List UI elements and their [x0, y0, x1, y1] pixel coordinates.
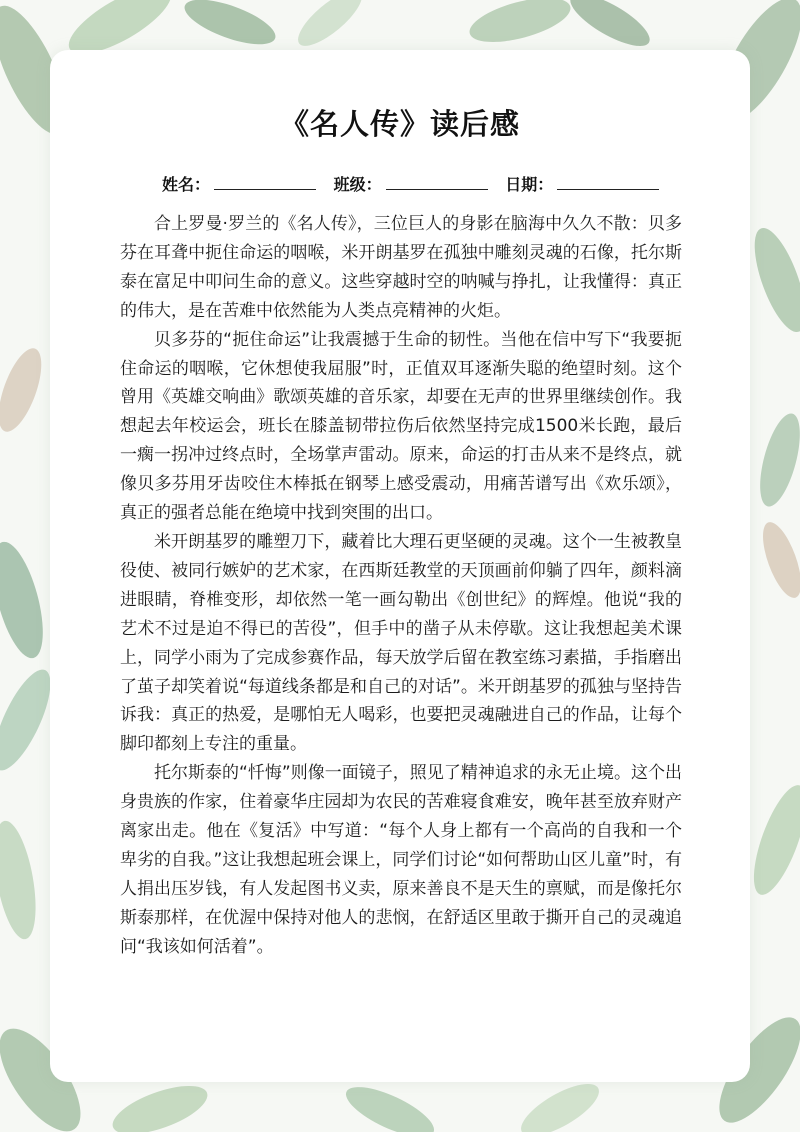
class-label: 班级：: [333, 175, 382, 194]
date-label: 日期：: [505, 175, 554, 194]
class-field: [334, 172, 488, 195]
essay-paragraph-3: 米开朗基罗的雕塑刀下，藏着比大理石更坚硬的灵魂。这个一生被教皇役使、被同行嫉妒的艺术家，在西斯廷教堂的天顶画前仰躺了四年，颜料滴进眼睛，脊椎变形，却依然一笔一画勾勒出《创世纪》的辉煌。他说“我的艺术不过是迫不得已的苦役”，但手中的凿子从未停歇。这让我想起美术课上，同学小雨为了完成参赛作品，每天放学后留在教室练习素描，手指磨出了茧子却笑着说“每道线条都是和自己的对话”。米开朗基罗的孤独与坚持告诉我：真正的热爱，是哪怕无人喝彩，也要把灵魂融进自己的作品，让每个脚印都刻上专注的重量。: [120, 531, 682, 755]
essay-paragraph-2: 贝多芬的“扼住命运”让我震撼于生命的韧性。当他在信中写下“我要扼住命运的咽喉，它休想使我屈服”时，正值双耳逐渐失聪的绝望时刻。这个曾用《英雄交响曲》歌颂英雄的音乐家，却要在无声的世界里继续创作。我想起去年校运会，班长在膝盖韧带拉伤后依然坚持完成1500米长跑，最后一瘸一拐冲过终点时，全场掌声雷动。原来，命运的打击从来不是终点，就像贝多芬用牙齿咬住木棒抵在钢琴上感受震动，用痛苦谱写出《欢乐颂》，真正的强者总能在绝境中找到突围的出口。: [120, 329, 682, 524]
name-label: 姓名：: [162, 175, 211, 194]
date-blank[interactable]: [557, 174, 659, 190]
essay-body: [120, 210, 682, 962]
name-field: [162, 172, 316, 195]
student-info-row: [162, 172, 662, 195]
name-blank[interactable]: [214, 174, 316, 190]
class-blank[interactable]: [386, 174, 488, 190]
date-field: [505, 172, 659, 195]
essay-paragraph-4: 托尔斯泰的“忏悔”则像一面镜子，照见了精神追求的永无止境。这个出身贵族的作家，住着豪华庄园却为农民的苦难寝食难安，晚年甚至放弃财产离家出走。他在《复活》中写道：“每个人身上都有一个高尚的自我和一个卑劣的自我。”这让我想起班会课上，同学们讨论“如何帮助山区儿童”时，有人捐出压岁钱，有人发起图书义卖，原来善良不是天生的禀赋，而是像托尔斯泰那样，在优渥中保持对他人的悲悯，在舒适区里敢于撕开自己的灵魂追问“我该如何活着”。: [120, 763, 682, 957]
page-title: 《名人传》读后感: [279, 107, 520, 141]
essay-paragraph-1: 合上罗曼·罗兰的《名人传》，三位巨人的身影在脑海中久久不散：贝多芬在耳聋中扼住命运的咽喉，米开朗基罗在孤独中雕刻灵魂的石像，托尔斯泰在富足中叩问生命的意义。这些穿越时空的呐喊与挣扎，让我懂得：真正的伟大，是在苦难中依然能为人类点亮精神的火炬。: [120, 214, 682, 321]
